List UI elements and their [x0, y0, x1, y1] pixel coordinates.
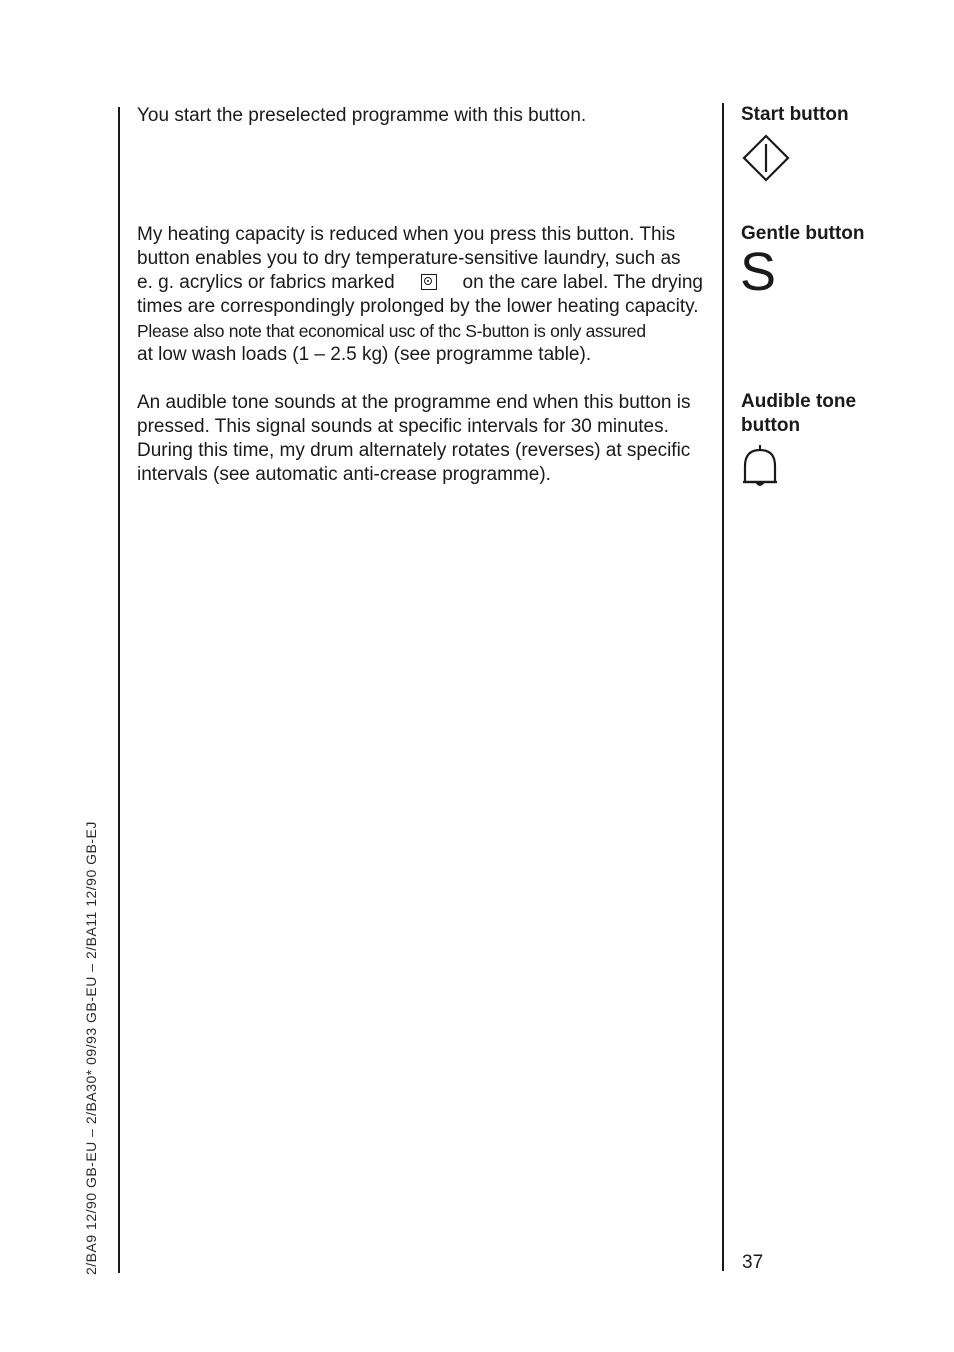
left-margin-rule [118, 107, 120, 1273]
start-button-description: You start the preselected programme with this button. [137, 105, 587, 126]
care-label-line: e. g. acrylics or fabrics marked on the care label. The drying [137, 272, 703, 293]
gentle-s-icon: S [740, 242, 777, 302]
audible-tone-description: An audible tone sounds at the programme end when this button is pressed. This signal sounds at specific intervals for 30 minutes. During this time, my drum alternately rotates (reverses) at specific intervals (see automatic anti-crease programme). [137, 392, 691, 485]
dryer-care-symbol-icon [421, 274, 437, 290]
gentle-button-heading: Gentle button [741, 223, 865, 244]
right-margin-rule [722, 103, 724, 1271]
start-button-heading: Start button [741, 104, 849, 125]
start-diamond-icon [742, 134, 792, 184]
document-code-vertical: 2/BA9 12/90 GB-EU – 2/BA30* 09/93 GB-EU – 2/BA11 12/90 GB-EJ [83, 821, 99, 1275]
bell-icon [742, 444, 780, 492]
page-number: 37 [742, 1252, 764, 1273]
gentle-button-description: My heating capacity is reduced when you press this button. This button enables you to dry temperature-sensitive laundry, such as e. g. acrylics or fabrics marked on the care label. The drying times are correspondingly prolonged by the lower heating capacity. Please also note that economical usc of thc S-button is only assured at low wash loads (1 – 2.5 kg) (see programme table). [137, 224, 703, 365]
audible-tone-heading: Audible tone button [741, 391, 857, 436]
